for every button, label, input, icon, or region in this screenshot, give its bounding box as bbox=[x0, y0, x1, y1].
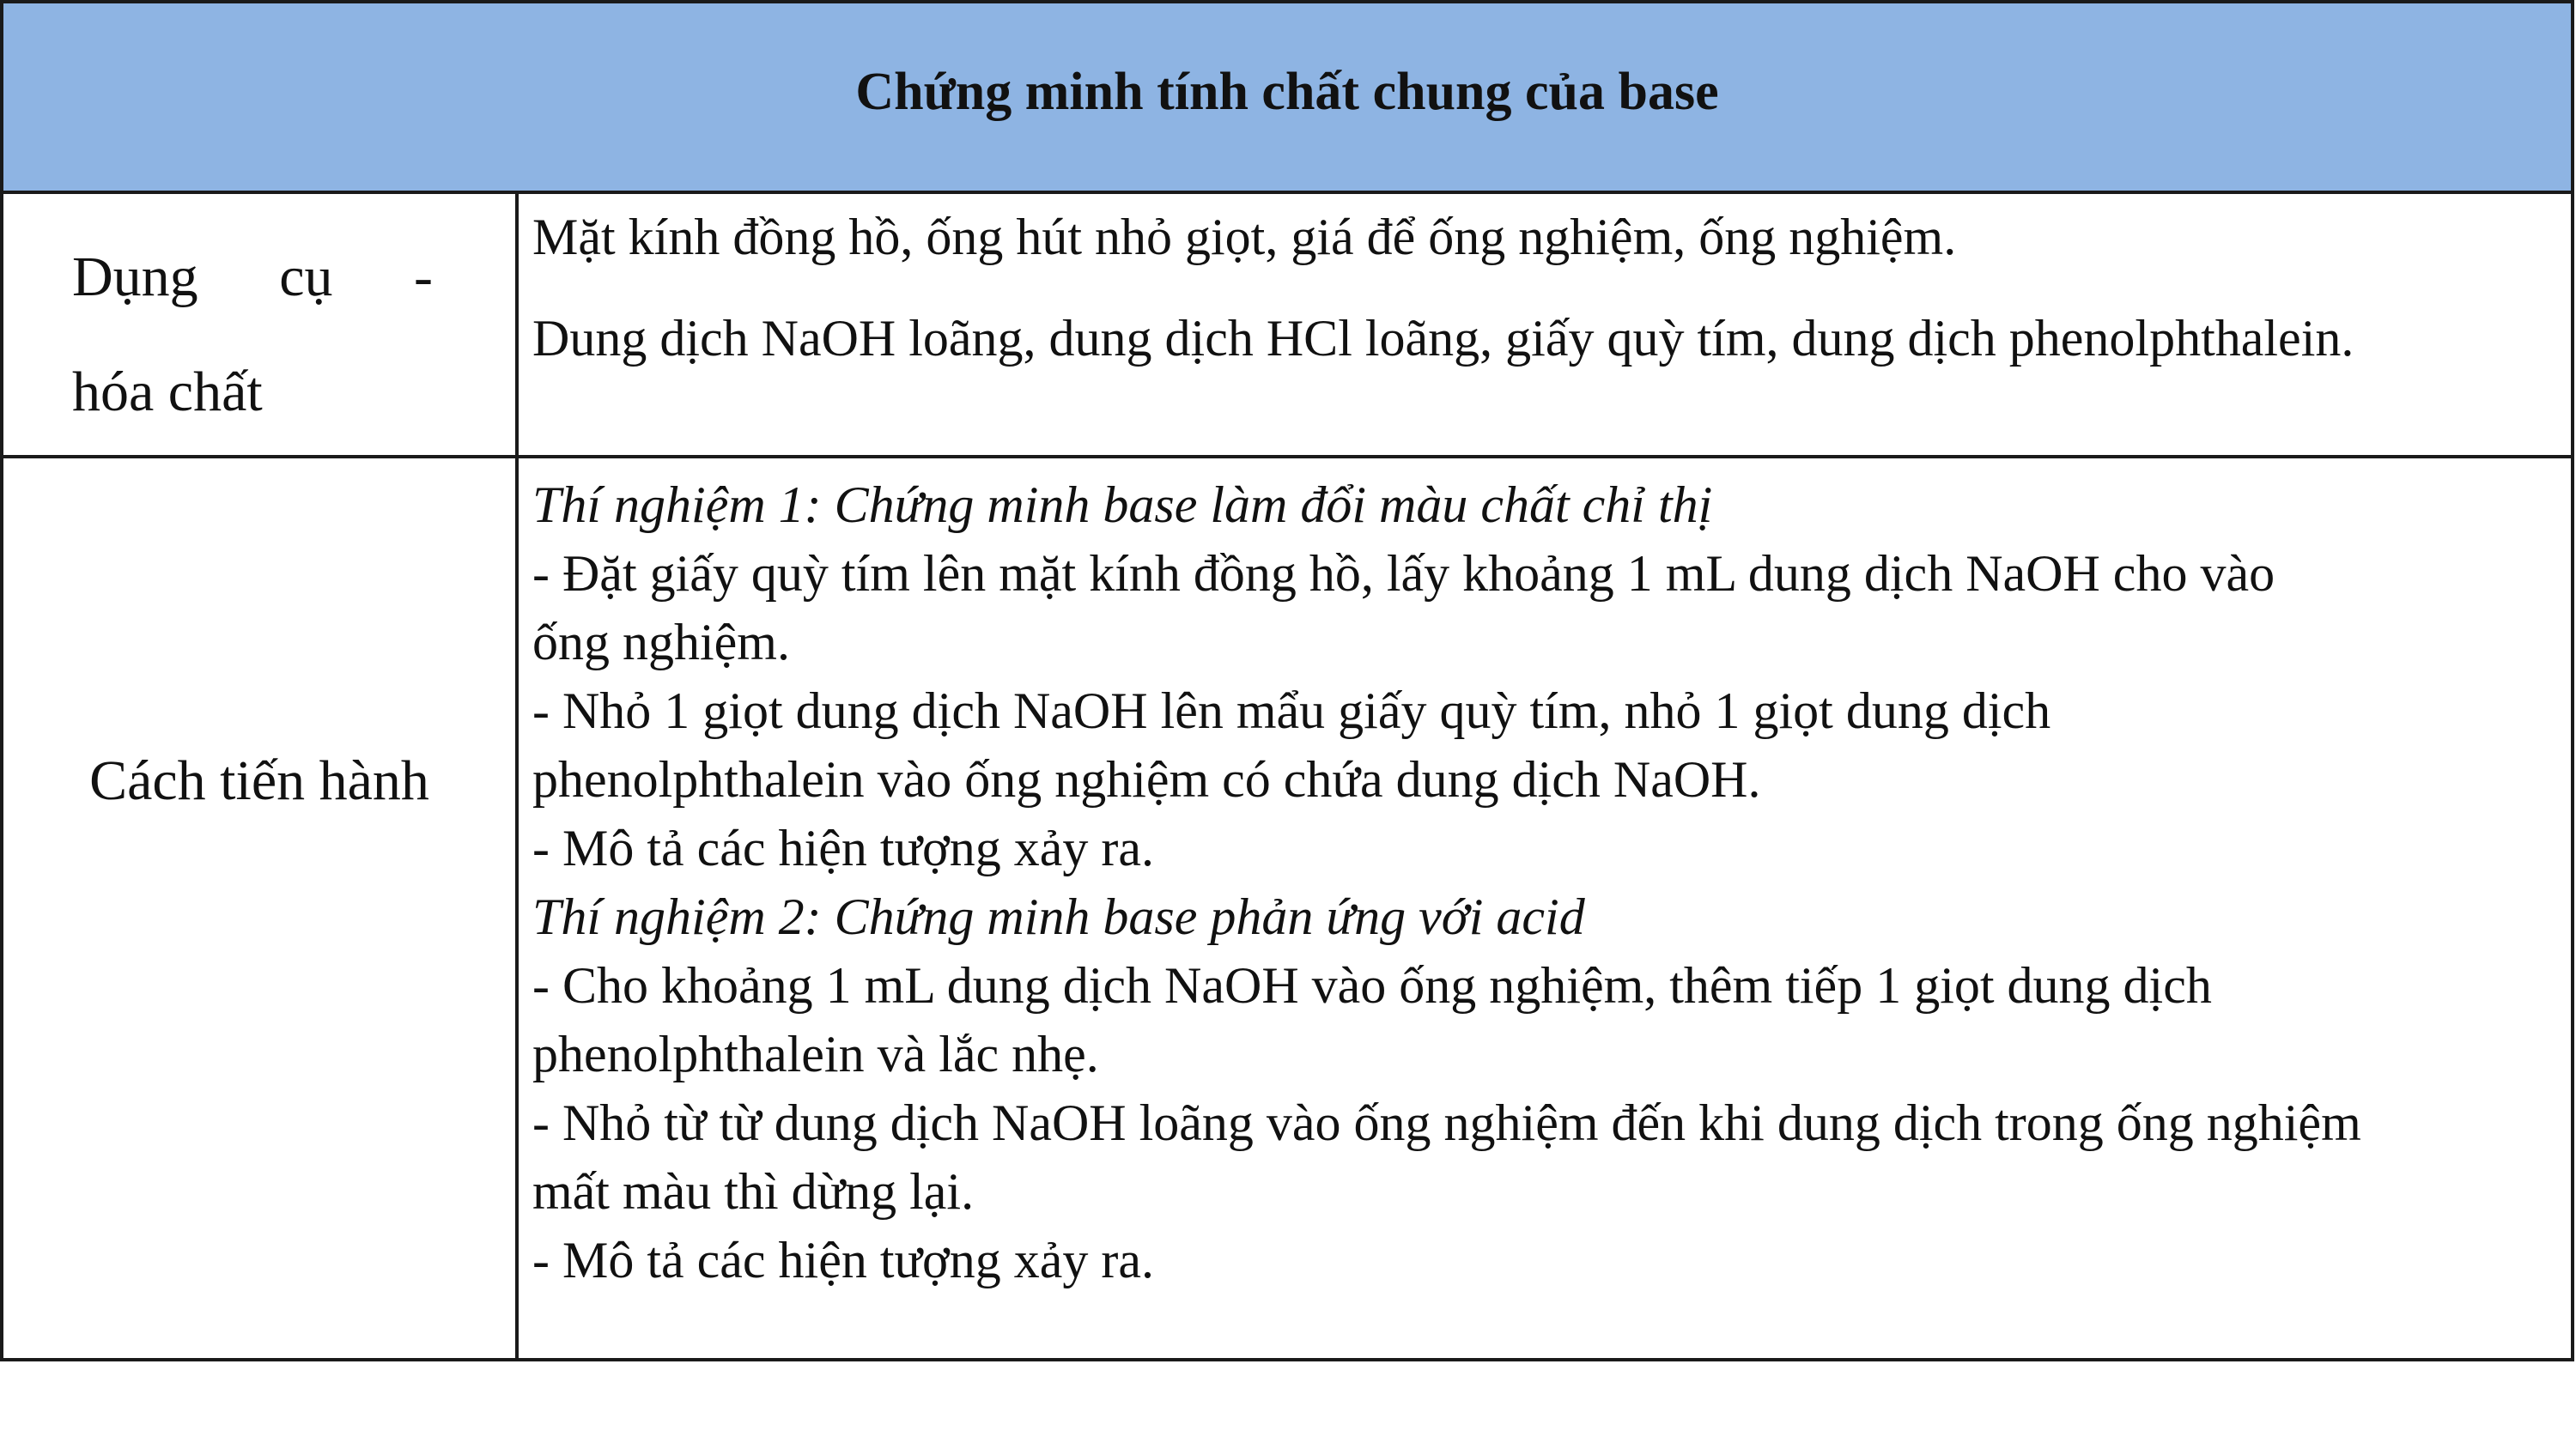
experiment-1-heading: Thí nghiệm 1: Chứng minh base làm đổi màu chất chỉ thị bbox=[532, 476, 1713, 533]
label-word: Dụng bbox=[72, 246, 198, 308]
row-label-equipment-line2: hóa chất bbox=[72, 361, 263, 423]
procedure-line: - Đặt giấy quỳ tím lên mặt kính đồng hồ, lấy khoảng 1 mL dung dịch NaOH cho vào bbox=[532, 545, 2275, 602]
procedure-line: ống nghiệm. bbox=[532, 614, 790, 670]
procedure-line: phenolphthalein vào ống nghiệm có chứa dung dịch NaOH. bbox=[532, 751, 1761, 808]
equipment-list: Mặt kính đồng hồ, ống hút nhỏ giọt, giá để ống nghiệm, ống nghiệm. bbox=[532, 209, 1957, 265]
procedure-content bbox=[532, 470, 2567, 1294]
label-word: - bbox=[414, 246, 433, 308]
label-word: cụ bbox=[279, 246, 333, 308]
procedure-line: - Cho khoảng 1 mL dung dịch NaOH vào ống nghiệm, thêm tiếp 1 giọt dung dịch bbox=[532, 957, 2212, 1014]
chemicals-list: Dung dịch NaOH loãng, dung dịch HCl loãng, giấy quỳ tím, dung dịch phenolphthalein. bbox=[532, 310, 2354, 367]
row-label-equipment-line1 bbox=[72, 220, 433, 335]
column-divider bbox=[515, 194, 519, 1361]
procedure-line: mất màu thì dừng lại. bbox=[532, 1163, 975, 1220]
table-title: Chứng minh tính chất chung của base bbox=[855, 62, 1719, 121]
row-label-procedure: Cách tiến hành bbox=[89, 749, 429, 812]
procedure-line: - Mô tả các hiện tượng xảy ra. bbox=[532, 820, 1154, 876]
procedure-line: phenolphthalein và lắc nhẹ. bbox=[532, 1026, 1099, 1082]
equipment-content bbox=[532, 206, 2567, 369]
procedure-line: - Nhỏ 1 giọt dung dịch NaOH lên mẩu giấy quỳ tím, nhỏ 1 giọt dung dịch bbox=[532, 682, 2051, 739]
experiment-2-heading: Thí nghiệm 2: Chứng minh base phản ứng với acid bbox=[532, 888, 1585, 945]
table-title-row bbox=[3, 3, 2571, 194]
procedure-line: - Mô tả các hiện tượng xảy ra. bbox=[532, 1232, 1154, 1288]
procedure-line: - Nhỏ từ từ dung dịch NaOH loãng vào ống nghiệm đến khi dung dịch trong ống nghiệm bbox=[532, 1094, 2361, 1151]
